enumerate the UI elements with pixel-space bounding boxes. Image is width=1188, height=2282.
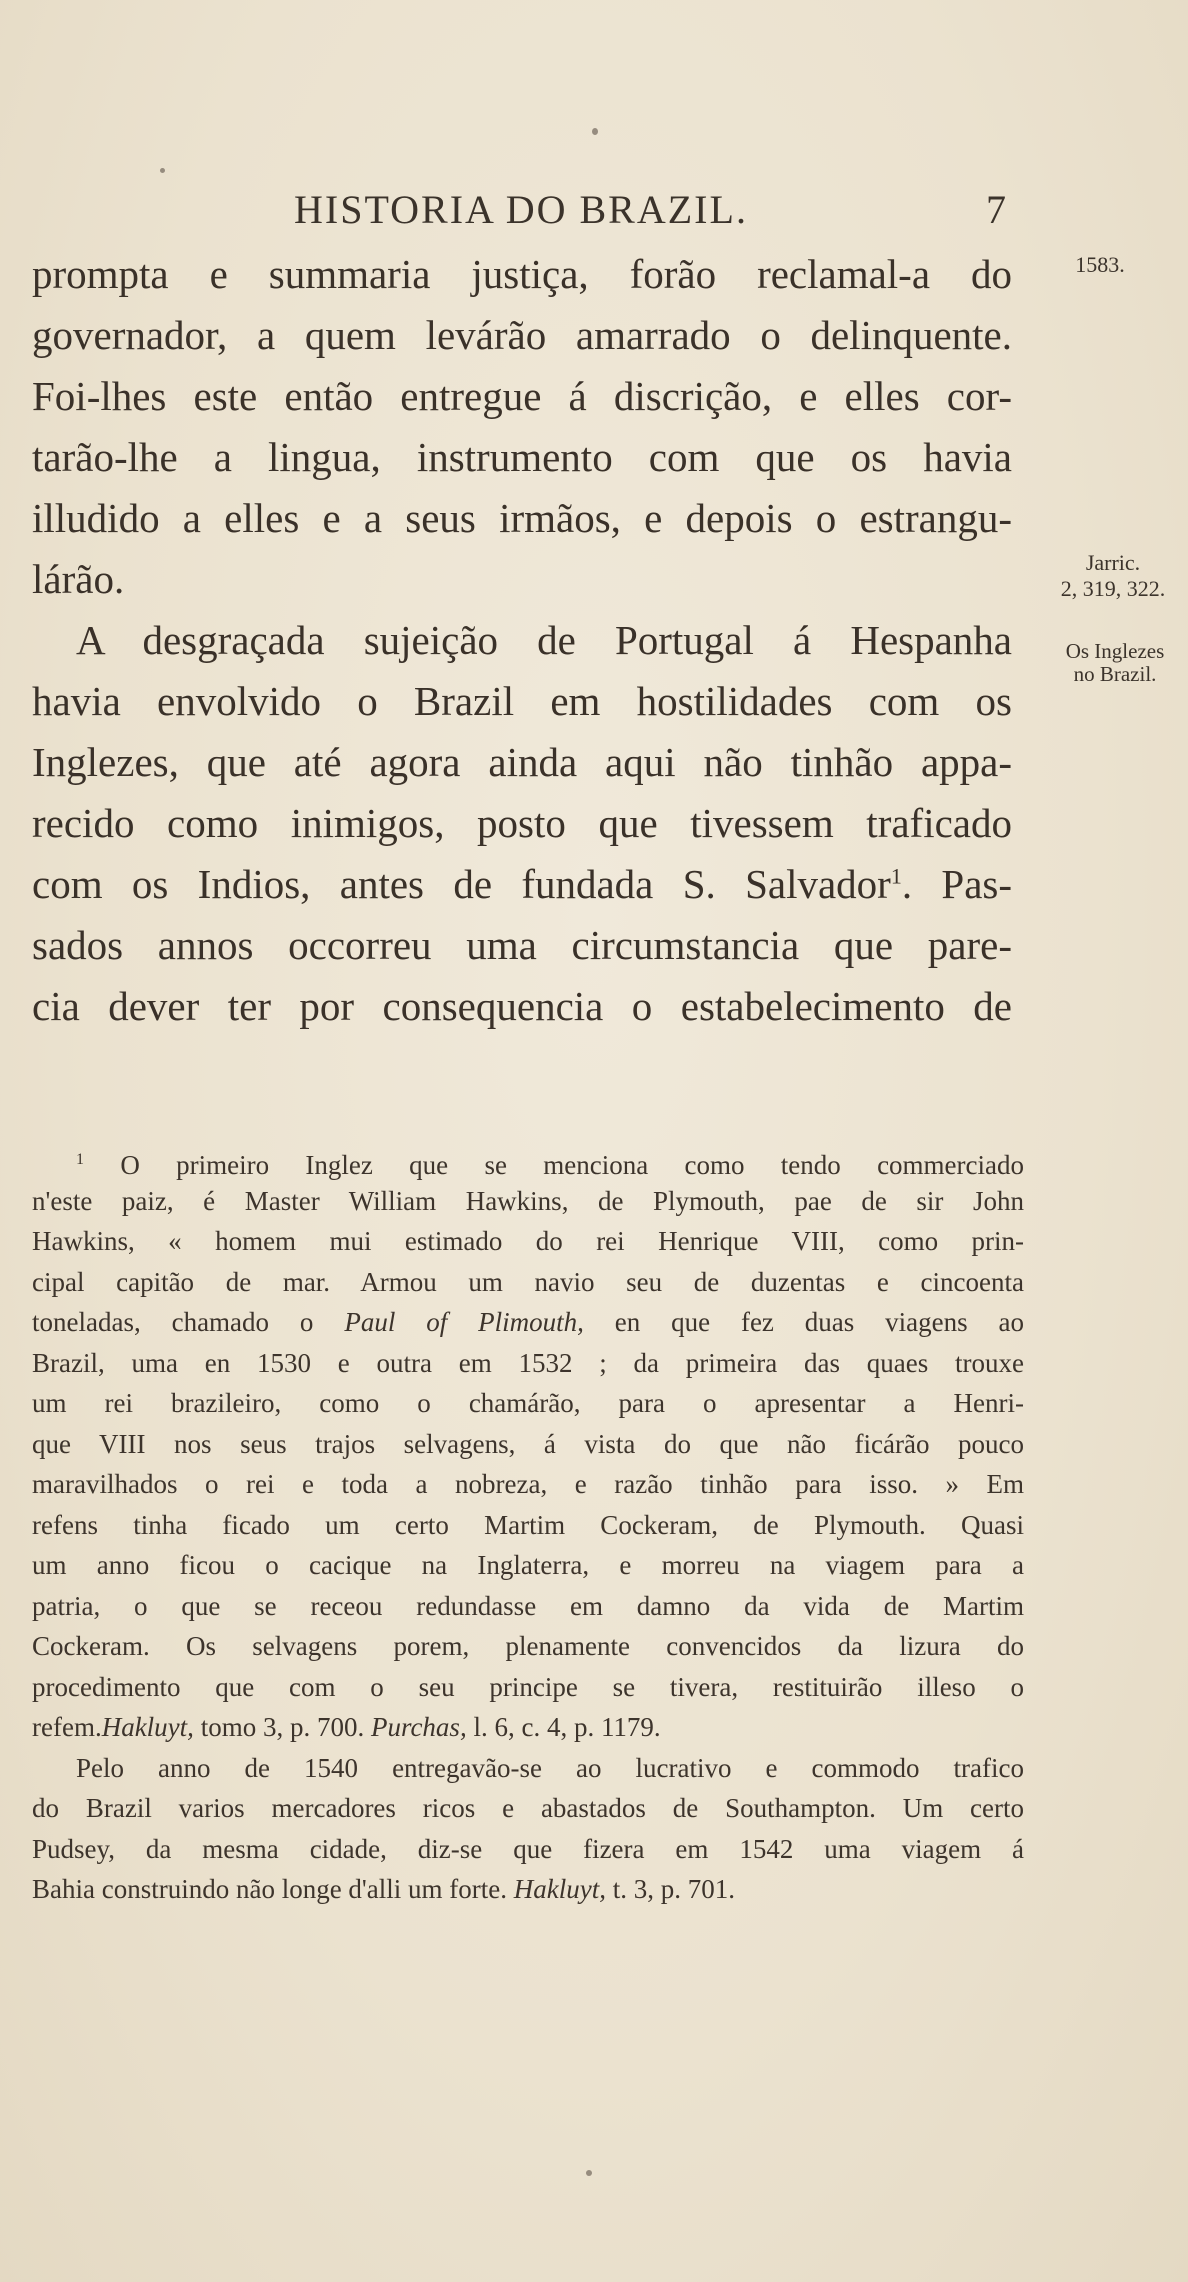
book-title: HISTORIA DO BRAZIL.	[294, 187, 748, 232]
text-line: prompta e summaria justiça, forão reclamal-a do	[32, 251, 1012, 297]
footnote-line: Hawkins, « homem mui estimado do rei Henrique VIII, como prin-	[32, 1226, 1024, 1256]
footnote-line	[32, 1302, 1024, 1343]
margin-note-jarric-ref: 2, 319, 322.	[1060, 576, 1166, 601]
text-segment: refem.	[32, 1712, 102, 1742]
footnote-line	[32, 1869, 1024, 1910]
text-segment: tomo 3, p. 700.	[193, 1712, 371, 1742]
footnote-line	[32, 1140, 1024, 1181]
text-segment: Bahia construindo não longe d'alli um forte.	[32, 1874, 508, 1904]
ink-speck	[160, 168, 165, 173]
ship-name: Paul of Plimouth,	[344, 1307, 584, 1337]
text-segment: toneladas, chamado o	[32, 1307, 314, 1337]
footnote-reference: 1	[890, 863, 902, 889]
text-segment: . Pas-	[901, 861, 1013, 907]
text-segment: en que fez duas viagens ao	[583, 1307, 1025, 1337]
footnote-line: refens tinha ficado um certo Martim Cockeram, de Plymouth. Quasi	[32, 1509, 1024, 1540]
page-number: 7	[986, 187, 1008, 232]
footnote-line: um anno ficou o cacique na Inglaterra, e morreu na viagem para a	[32, 1550, 1024, 1580]
text-line: Foi-lhes este então entregue á discrição, e elles cor-	[32, 373, 1012, 419]
footnote-line: do Brazil varios mercadores ricos e abastados de Southampton. Um certo	[32, 1793, 1024, 1823]
footnotes	[32, 1140, 1024, 1910]
text-line: recido como inimigos, posto que tivessem traficado	[32, 800, 1012, 846]
margin-note-year: 1583.	[1075, 252, 1125, 277]
text-segment: t. 3, p. 701.	[606, 1874, 736, 1904]
text-segment: l. 6, c. 4, p. 1179.	[466, 1712, 661, 1742]
footnote-line: n'este paiz, é Master William Hawkins, de Plymouth, pae de sir John	[32, 1185, 1024, 1216]
footnote-line: Pudsey, da mesma cidade, diz-se que fizera em 1542 uma viagem á	[32, 1833, 1024, 1864]
footnote-line: Cockeram. Os selvagens porem, plenamente convencidos da lizura do	[32, 1631, 1024, 1661]
footnote-line: cipal capitão de mar. Armou um navio seu de duzentas e cincoenta	[32, 1266, 1024, 1297]
footnote-line: maravilhados o rei e toda a nobreza, e razão tinhão para isso. » Em	[32, 1469, 1024, 1499]
citation-source: Purchas,	[370, 1712, 467, 1742]
footnote-line: procedimento que com o seu principe se tivera, restituirão illeso o	[32, 1671, 1024, 1702]
text-line: Inglezes, que até agora ainda aqui não tinhão appa-	[32, 739, 1012, 785]
citation-source: Hakluyt,	[513, 1874, 606, 1904]
text-line: sados annos occorreu uma circumstancia que pare-	[32, 922, 1012, 968]
text-line: governador, a quem levárão amarrado o delinquente.	[32, 312, 1012, 358]
main-text	[32, 244, 1012, 1037]
text-line: A desgraçada sujeição de Portugal á Hespanha	[76, 617, 1012, 663]
text-line	[32, 854, 1012, 915]
margin-note-inglezes-line: Os Inglezes	[1065, 639, 1165, 663]
footnote-line: um rei brazileiro, como o chamárão, para o apresentar a Henri-	[32, 1388, 1024, 1418]
footnote-line: que VIII nos seus trajos selvagens, á vista do que não ficárão pouco	[32, 1428, 1024, 1459]
citation-source: Hakluyt,	[101, 1712, 194, 1742]
text-segment: com os Indios, antes de fundada S. Salvador	[32, 861, 891, 907]
text-line: havia envolvido o Brazil em hostilidades com os	[32, 678, 1012, 724]
footnote-line: Pelo anno de 1540 entregavão-se ao lucrativo e commodo trafico	[76, 1752, 1024, 1783]
ink-speck	[586, 2170, 592, 2176]
text-line: tarão-lhe a lingua, instrumento com que os havia	[32, 434, 1012, 480]
margin-note-jarric-source: Jarric.	[1085, 550, 1141, 575]
margin-note-inglezes	[1040, 640, 1188, 686]
ink-speck	[592, 128, 598, 135]
footnote-line: patria, o que se receou redundasse em damno da vida de Martim	[32, 1590, 1024, 1621]
text-segment: O primeiro Inglez que se menciona como tendo commerciado	[120, 1150, 1025, 1180]
footnote-marker: 1	[76, 1151, 84, 1168]
text-line: illudido a elles e a seus irmãos, e depois o estrangu-	[32, 495, 1012, 541]
margin-note-jarric	[1038, 550, 1188, 602]
margin-note-inglezes-line: no Brazil.	[1073, 662, 1157, 686]
running-head	[290, 186, 1008, 246]
footnote-line	[32, 1707, 1024, 1748]
text-line: lárão.	[32, 556, 125, 602]
footnote-line: Brazil, uma en 1530 e outra em 1532 ; da primeira das quaes trouxe	[32, 1347, 1024, 1378]
text-line: cia dever ter por consequencia o estabelecimento de	[32, 983, 1012, 1029]
